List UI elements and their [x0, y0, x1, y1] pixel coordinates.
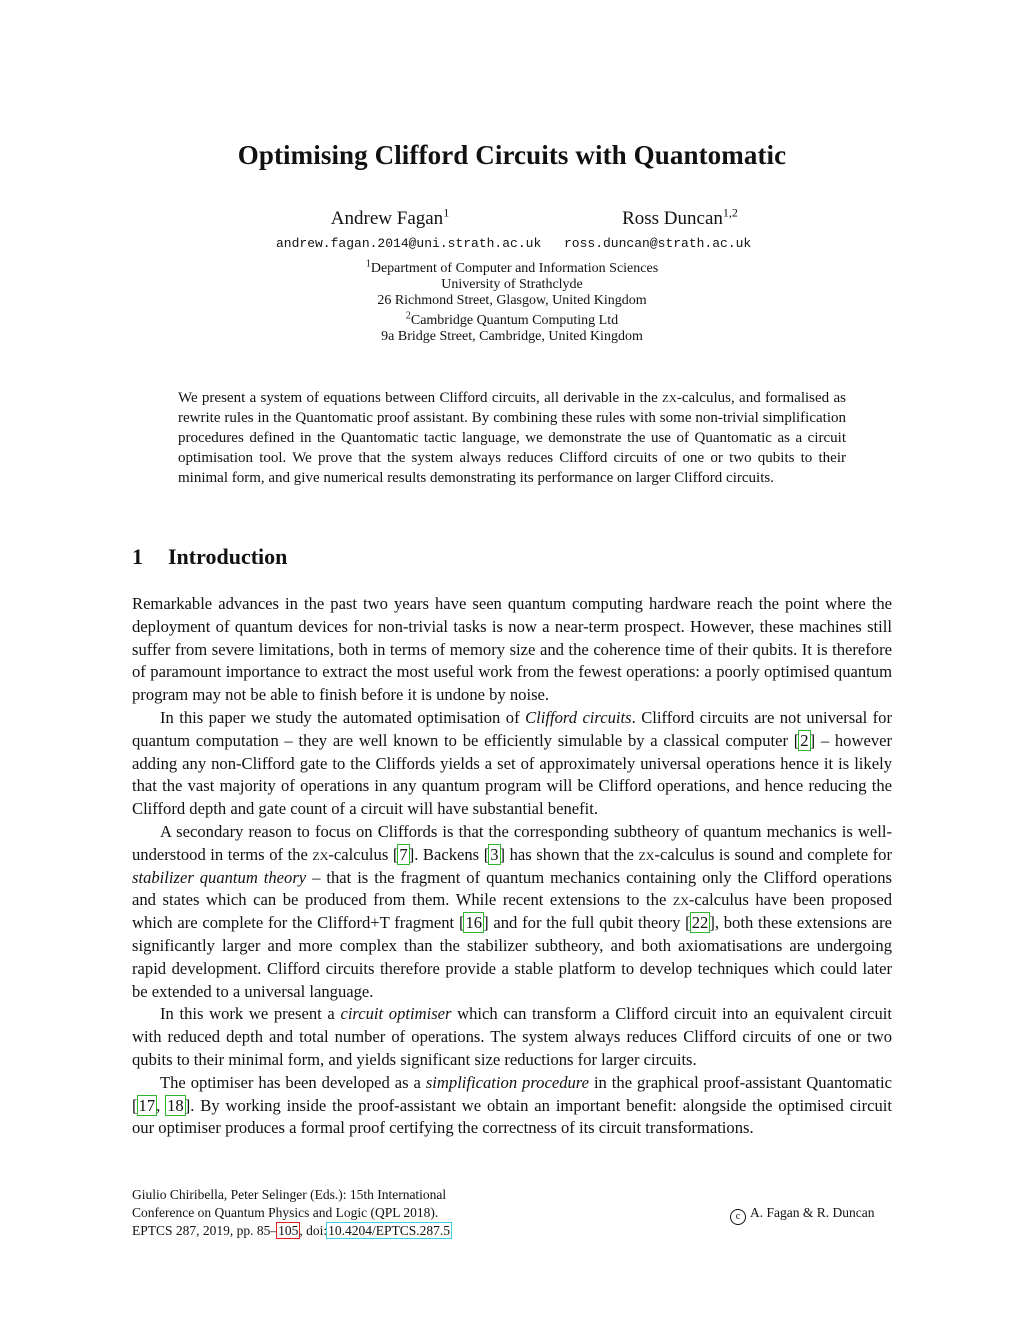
author-1-email[interactable]: andrew.fagan.2014@uni.strath.ac.uk: [276, 236, 542, 251]
abstract: We present a system of equations between Clifford circuits, all derivable in the zx-calculus, and formalised as rewrite rules in the Quantomatic proof assistant. By combining these rules with some non-trivial simplification procedures defined in the Quantomatic tactic language, we demonstrate the use of Quantomatic as a circuit optimisation tool. We prove that the system always reduces Clifford circuits of one or two qubits to their minimal form, and give numerical results demonstrating its performance on larger Clifford circuits.: [178, 390, 846, 486]
paper-title: Optimising Clifford Circuits with Quantomatic: [237, 140, 787, 170]
citation-link[interactable]: 3: [490, 844, 499, 864]
citation-link[interactable]: 18: [167, 1095, 184, 1115]
paragraph: In this work we present a circuit optimiser which can transform a Clifford circuit into an equivalent circuit with reduced depth and total number of operations. The system always reduces Clifford circuits of one or two qubits to their minimal form, and yields significant size reductions for larger circuits.: [132, 1004, 892, 1069]
affiliation-1: $^1$Department of Computer and Information Sciences University of Strathclyde 26 Richmond Street, Glasgow, United Kingdom: [365, 258, 659, 308]
affiliation-2: $^2$Cambridge Quantum Computing Ltd 9a Bridge Street, Cambridge, United Kingdom: [381, 310, 643, 344]
author-2-email[interactable]: ross.duncan@strath.ac.uk: [564, 236, 752, 251]
section-heading-introduction: 1 Introduction: [132, 544, 288, 569]
citation-link[interactable]: 7: [399, 844, 408, 864]
paragraph: In this paper we study the automated optimisation of Clifford circuits. Clifford circuits are not universal for quantum computation – they are well known to be efficiently simulable by a classical computer [2] – however adding any non-Clifford gate to the Cliffords yields a set of approximately universal operations hence it is likely that the vast majority of operations in any quantum program will be Clifford operations, and hence reducing the Clifford depth and gate count of a circuit will have substantial benefit.: [132, 707, 893, 819]
paragraph: Remarkable advances in the past two years have seen quantum computing hardware reach the point where the deployment of quantum devices for non-trivial tasks is now a near-term prospect. However, these machines still suffer from severe limitations, both in terms of memory size and the coherence time of their qubits. It is therefore of paramount importance to extract the most useful work from the fewest operations: a poorly optimised quantum program may not be able to finish before it is undone by noise.: [132, 594, 892, 705]
citation-link[interactable]: 2: [800, 730, 809, 750]
author-name: Andrew Fagan$^1$: [330, 205, 450, 229]
footer-publication-info: Giulio Chiribella, Peter Selinger (Eds.): 15th International Conference on Quantum Physics and Logic (QPL 2018). EPTCS 287, 2019, pp. 85–105, doi:10.4204/EPTCS.287.5: [132, 1187, 451, 1238]
author-2: [560, 205, 800, 230]
citation-link[interactable]: 22: [691, 913, 709, 933]
introduction-body: [132, 593, 892, 1140]
author-name: Ross Duncan$^{1,2}$: [622, 205, 738, 229]
citation-link[interactable]: 16: [465, 913, 483, 933]
copyright-icon: c: [730, 1209, 746, 1225]
paragraph: A secondary reason to focus on Cliffords is that the corresponding subtheory of quantum mechanics is well-understood in terms of the zx-calculus [7]. Backens [3] has shown that the zx-calculus is sound and complete for stabilizer quantum theory – that is the fragment of quantum mechanics containing only the Clifford operations and states which can be produced from them. While recent extensions to the zx-calculus have been proposed which are complete for the Clifford+T fragment [16] and for the full qubit theory [22], both these extensions are significantly larger and more complex than the stabilizer subtheory, and both axiomatisations are undergoing rapid development. Clifford circuits therefore provide a stable platform to develop techniques which could later be extended to a universal language.: [132, 821, 893, 1001]
author-1: [270, 205, 510, 230]
doi-link[interactable]: 10.4204/EPTCS.287.5: [328, 1223, 451, 1238]
page-end-link[interactable]: 105: [278, 1223, 299, 1238]
footer-copyright: c A. Fagan & R. Duncan: [730, 1205, 874, 1225]
paragraph: The optimiser has been developed as a simplification procedure in the graphical proof-assistant Quantomatic [17, 18]. By working inside the proof-assistant we obtain an important benefit: alongside the optimised circuit our optimiser produces a formal proof certifying the correctness of its circuit transformations.: [132, 1072, 893, 1138]
citation-link[interactable]: 17: [138, 1095, 156, 1115]
